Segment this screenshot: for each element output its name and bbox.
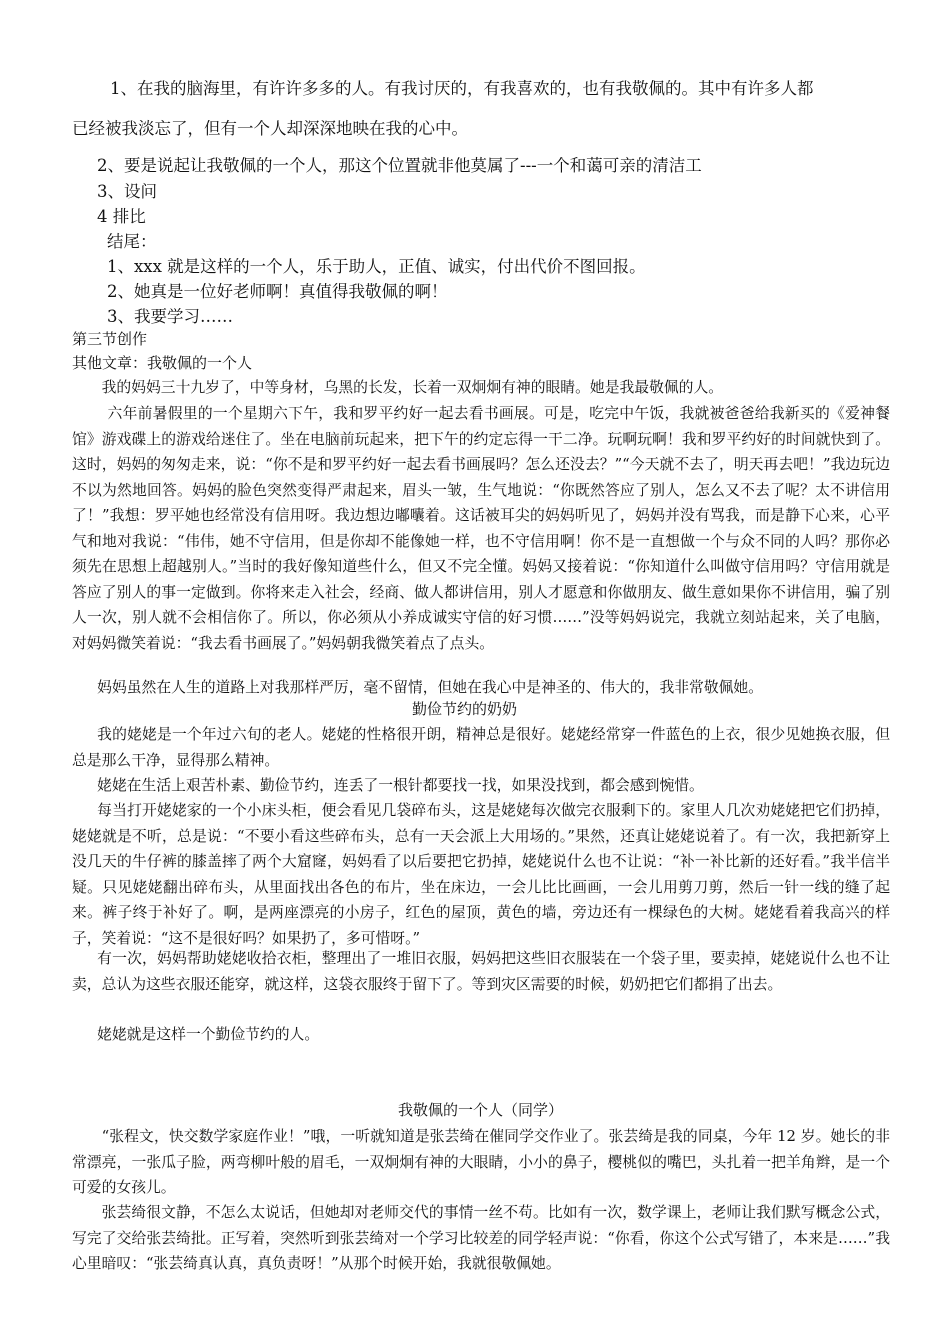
outline-item-1-line1: 1、在我的脑海里，有许许多多的人。有我讨厌的，有我喜欢的，也有我敬佩的。其中有许多人都: [110, 79, 814, 98]
essay2-paragraph-1: 我的姥姥是一个年过六旬的老人。姥姥的性格很开朗，精神总是很好。姥姥经常穿一件蓝色的上衣，很少见她换衣服，但总是那么干净，显得那么精神。: [72, 726, 890, 769]
essay2-paragraph-3: 每当打开姥姥家的一个小床头柜，便会看见几袋碎布头，这是姥姥每次做完衣服剩下的。家里人几次劝姥姥把它们扔掉，姥姥就是不听，总是说：“不要小看这些碎布头，总有一天会派上大用场的。”果然，还真让姥姥说着了。有一次，我把新穿上没几天的牛仔裤的膝盖摔了两个大窟窿，妈妈看了以后要把它扔掉，姥姥说什么也不让说：“补一补比新的还好看。”我半信半疑。只见姥姥翻出碎布头，从里面找出各色的布片，坐在床边，一会儿比比画画，一会儿用剪刀剪，然后一针一线的缝了起来。裤子终于补好了。啊，是两座漂亮的小房子，红色的屋顶，黄色的墙，旁边还有一棵绿色的大树。姥姥看着我高兴的样子，笑着说：“这不是很好吗？如果扔了，多可惜呀。”: [72, 802, 890, 947]
essay2-paragraph-5: 姥姥就是这样一个勤俭节约的人。: [97, 1026, 320, 1043]
essay2-paragraph-2: 姥姥在生活上艰苦朴素、勤俭节约，连丢了一根针都要找一找，如果没找到，都会感到惋惜。: [97, 777, 704, 794]
essay2-paragraph-4: 有一次，妈妈帮助姥姥收拾衣柜，整理出了一堆旧衣服，妈妈把这些旧衣服装在一个袋子里，要卖掉，姥姥说什么也不让卖，总认为这些衣服还能穿，就这样，这袋衣服终于留下了。等到灾区需要的时候，奶奶把它们都捐了出去。: [72, 950, 890, 993]
essay1-paragraph-2: 六年前暑假里的一个星期六下午，我和罗平约好一起去看书画展。可是，吃完中午饭，我就被爸爸给我新买的《爱神餐馆》游戏碟上的游戏给迷住了。坐在电脑前玩起来，把下午的约定忘得一干二净。玩啊玩啊！我和罗平约好的时间就快到了。这时，妈妈的匆匆走来，说：“你不是和罗平约好一起去看书画展吗？怎么还没去？”“今天就不去了，明天再去吧！”我边玩边不以为然地回答。妈妈的脸色突然变得严肃起来，眉头一皱，生气地说：“你既然答应了别人，怎么又不去了呢？太不讲信用了！”我想：罗平她也经常没有信用呀。我边想边嘟囔着。这话被耳尖的妈妈听见了，妈妈并没有骂我，而是静下心来，心平气和地对我说：“伟伟，她不守信用，但是你却不能像她一样，也不守信用啊！你不是一直想做一个与众不同的人吗？那你必须先在思想上超越别人。”当时的我好像知道些什么，但又不完全懂。妈妈又接着说：“你知道什么叫做守信用吗？守信用就是答应了别人的事一定做到。你将来走入社会，经商、做人都讲信用，别人才愿意和你做朋友、做生意如果你不讲信用，骗了别人一次，别人就不会相信你了。所以，你必须从小养成诚实守信的好习惯……”没等妈妈说完，我就立刻站起来，关了电脑，对妈妈微笑着说：“我去看书画展了。”妈妈朝我微笑着点了点头。: [72, 405, 890, 652]
essay3-paragraph-2: 张芸绮很文静，不怎么太说话，但她却对老师交代的事情一丝不苟。比如有一次，数学课上，老师让我们默写概念公式，写完了交给张芸绮批。正写着，突然听到张芸绮对一个学习比较差的同学轻声说：“你看，你这个公式写错了，本来是……”我心里暗叹：“张芸绮真认真，真负责呀！”从那个时候开始，我就很敬佩她。: [72, 1204, 890, 1272]
essay1-paragraph-1: 我的妈妈三十九岁了，中等身材，乌黑的长发，长着一双炯炯有神的眼睛。她是我最敬佩的人。: [101, 379, 724, 396]
ending-item-2: 2、她真是一位好老师啊！真值得我敬佩的啊！: [107, 282, 448, 301]
essay3-title: 我敬佩的一个人（同学）: [398, 1101, 564, 1119]
essay3-paragraph-1: “张程文，快交数学家庭作业！”哦，一听就知道是张芸绮在催同学交作业了。张芸绮是我的同桌，今年 12 岁。她长的非常漂亮，一张瓜子脸，两弯柳叶般的眉毛，一双炯炯有神的大眼睛，小小的鼻子，樱桃似的嘴巴，头扎着一把羊角辫，是一个可爱的女孩儿。: [72, 1128, 890, 1196]
ending-item-1: 1、xxx 就是这样的一个人，乐于助人，正值、诚实，付出代价不图回报。: [107, 257, 646, 276]
outline-item-1-line2: 已经被我淡忘了，但有一个人却深深地映在我的心中。: [72, 119, 468, 138]
outline-item-2: 2、要是说起让我敬佩的一个人，那这个位置就非他莫属了---一个和蔼可亲的清洁工: [97, 156, 702, 175]
ending-label: 结尾：: [107, 232, 157, 251]
section-title: 第三节创作: [72, 330, 148, 348]
outline-item-4: 4 排比: [97, 207, 146, 226]
essay1-paragraph-3: 妈妈虽然在人生的道路上对我那样严厉，毫不留情，但她在我心中是神圣的、伟大的，我非常敬佩她。: [97, 679, 764, 696]
essay2-title: 勤俭节约的奶奶: [412, 700, 518, 718]
outline-item-3: 3、设问: [97, 182, 157, 201]
ending-item-3: 3、我要学习……: [107, 307, 233, 326]
other-articles-label: 其他文章：我敬佩的一个人: [72, 354, 253, 372]
